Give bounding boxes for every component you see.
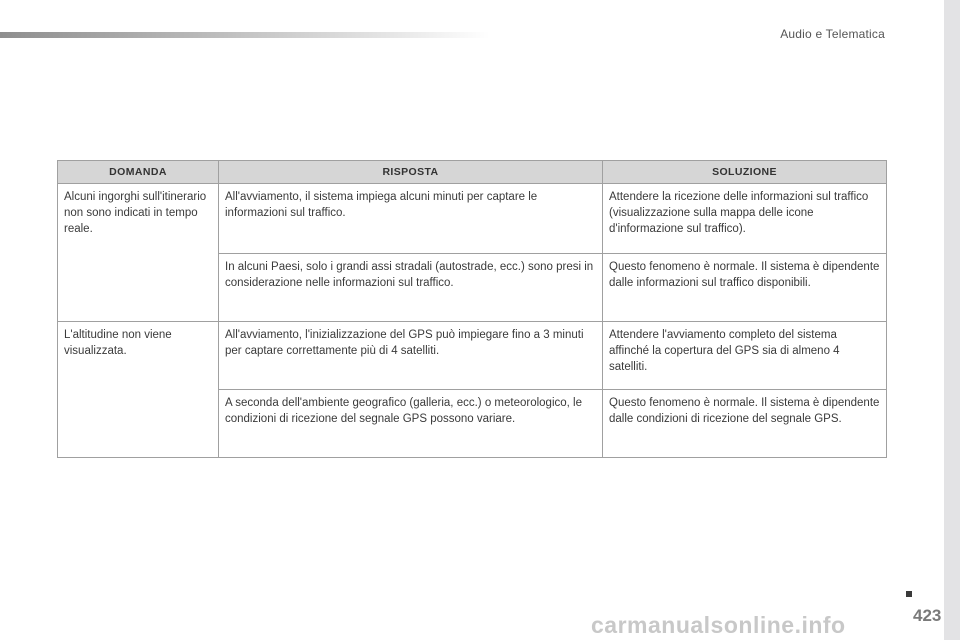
troubleshooting-table bbox=[57, 160, 887, 458]
question-cell: L'altitudine non viene visualizzata. bbox=[58, 322, 219, 458]
answer-cell: All'avviamento, l'inizializzazione del GPS può impiegare fino a 3 minuti per captare correttamente più di 4 satelliti. bbox=[219, 322, 603, 390]
column-header-domanda: DOMANDA bbox=[58, 161, 219, 184]
section-title: Audio e Telematica bbox=[780, 27, 885, 41]
solution-cell: Attendere la ricezione delle informazioni sul traffico (visualizzazione sulla mappa delle icone d'informazione sul traffico). bbox=[603, 184, 887, 254]
header-gradient-bar bbox=[0, 32, 490, 38]
page-marker-square bbox=[906, 591, 912, 597]
answer-cell: In alcuni Paesi, solo i grandi assi stradali (autostrade, ecc.) sono presi in considerazione nelle informazioni sul traffico. bbox=[219, 254, 603, 322]
table-row bbox=[58, 184, 887, 254]
question-cell: Alcuni ingorghi sull'itinerario non sono indicati in tempo reale. bbox=[58, 184, 219, 322]
watermark: carmanualsonline.info bbox=[591, 612, 846, 638]
solution-cell: Questo fenomeno è normale. Il sistema è dipendente dalle condizioni di ricezione del segnale GPS. bbox=[603, 390, 887, 458]
table-header-row bbox=[58, 161, 887, 184]
column-header-soluzione: SOLUZIONE bbox=[603, 161, 887, 184]
side-strip bbox=[944, 0, 960, 640]
solution-cell: Attendere l'avviamento completo del sistema affinché la copertura del GPS sia di almeno 4 satelliti. bbox=[603, 322, 887, 390]
answer-cell: All'avviamento, il sistema impiega alcuni minuti per captare le informazioni sul traffico. bbox=[219, 184, 603, 254]
solution-cell: Questo fenomeno è normale. Il sistema è dipendente dalle informazioni sul traffico disponibili. bbox=[603, 254, 887, 322]
answer-cell: A seconda dell'ambiente geografico (galleria, ecc.) o meteorologico, le condizioni di ricezione del segnale GPS possono variare. bbox=[219, 390, 603, 458]
page-number: 423 bbox=[913, 606, 942, 625]
column-header-risposta: RISPOSTA bbox=[219, 161, 603, 184]
table-row bbox=[58, 322, 887, 390]
